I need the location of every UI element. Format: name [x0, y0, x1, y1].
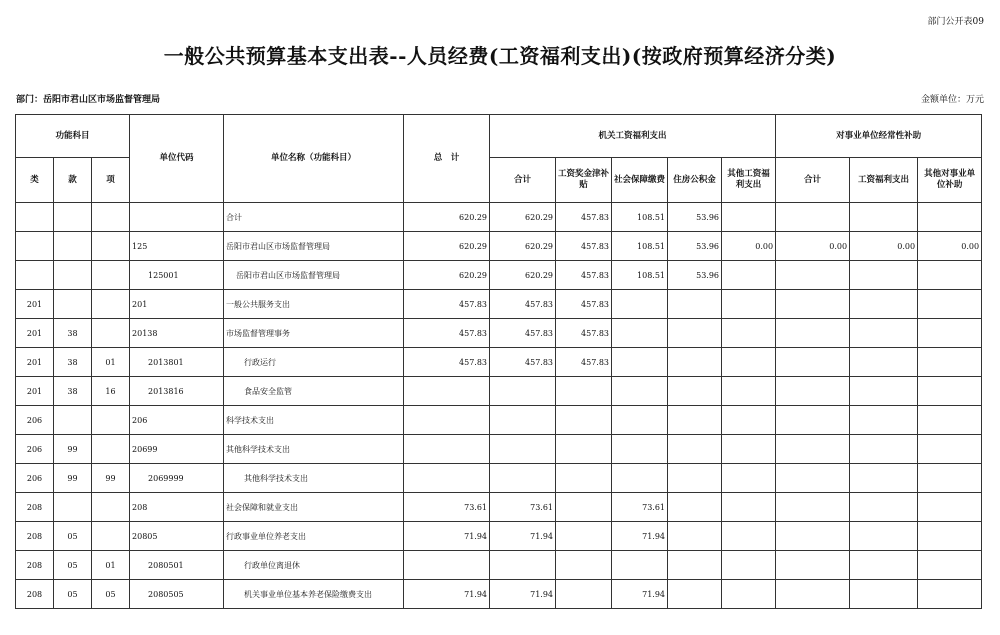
- table-row: [16, 551, 982, 580]
- cell-inst-wage: 0.00: [850, 232, 918, 261]
- cell-kuan: 99: [54, 464, 92, 493]
- cell-code: 208: [130, 493, 224, 522]
- header-total: 总 计: [404, 115, 490, 203]
- cell-kuan: [54, 203, 92, 232]
- header-unit-code: 单位代码: [130, 115, 224, 203]
- cell-housing-fund: [668, 377, 722, 406]
- cell-other-wage: [722, 377, 776, 406]
- cell-xiang: [92, 261, 130, 290]
- cell-housing-fund: 53.96: [668, 261, 722, 290]
- cell-total: 620.29: [404, 203, 490, 232]
- cell-other-wage: [722, 406, 776, 435]
- cell-social-security: [612, 348, 668, 377]
- table-row: [16, 377, 982, 406]
- cell-total: [404, 551, 490, 580]
- cell-kuan: 38: [54, 348, 92, 377]
- cell-xiang: 01: [92, 348, 130, 377]
- cell-subtotal: 457.83: [490, 319, 556, 348]
- cell-code: 20138: [130, 319, 224, 348]
- cell-code: 2069999: [130, 464, 224, 493]
- cell-xiang: [92, 232, 130, 261]
- cell-total: [404, 464, 490, 493]
- cell-inst-other: [918, 464, 982, 493]
- cell-housing-fund: [668, 290, 722, 319]
- cell-housing-fund: [668, 406, 722, 435]
- cell-inst-other: [918, 377, 982, 406]
- cell-subtotal: [490, 377, 556, 406]
- cell-name: 市场监督管理事务: [224, 319, 404, 348]
- cell-xiang: [92, 203, 130, 232]
- cell-lei: 208: [16, 551, 54, 580]
- cell-inst-wage: [850, 435, 918, 464]
- cell-name: 合计: [224, 203, 404, 232]
- cell-xiang: 99: [92, 464, 130, 493]
- cell-subtotal: 71.94: [490, 522, 556, 551]
- cell-code: 20805: [130, 522, 224, 551]
- header-inst-subtotal: 合计: [776, 158, 850, 203]
- cell-inst-subtotal: [776, 377, 850, 406]
- cell-lei: [16, 261, 54, 290]
- table-row: [16, 348, 982, 377]
- cell-inst-wage: [850, 522, 918, 551]
- table-row: [16, 464, 982, 493]
- cell-social-security: [612, 435, 668, 464]
- cell-other-wage: [722, 551, 776, 580]
- cell-subtotal: [490, 464, 556, 493]
- cell-name: 其他科学技术支出: [224, 435, 404, 464]
- table-row: [16, 406, 982, 435]
- cell-xiang: 01: [92, 551, 130, 580]
- table-row: [16, 290, 982, 319]
- cell-other-wage: 0.00: [722, 232, 776, 261]
- cell-housing-fund: [668, 435, 722, 464]
- cell-kuan: [54, 232, 92, 261]
- cell-subtotal: 457.83: [490, 348, 556, 377]
- cell-inst-other: [918, 522, 982, 551]
- cell-inst-other: [918, 580, 982, 609]
- cell-inst-subtotal: [776, 290, 850, 319]
- table-row: [16, 319, 982, 348]
- cell-wage-bonus: [556, 522, 612, 551]
- cell-wage-bonus: [556, 377, 612, 406]
- cell-inst-other: [918, 261, 982, 290]
- cell-inst-other: [918, 435, 982, 464]
- cell-lei: 201: [16, 348, 54, 377]
- cell-housing-fund: [668, 493, 722, 522]
- cell-social-security: [612, 319, 668, 348]
- cell-kuan: [54, 290, 92, 319]
- cell-subtotal: 73.61: [490, 493, 556, 522]
- cell-housing-fund: 53.96: [668, 232, 722, 261]
- cell-inst-other: [918, 551, 982, 580]
- cell-xiang: [92, 522, 130, 551]
- cell-inst-other: [918, 203, 982, 232]
- cell-subtotal: [490, 406, 556, 435]
- cell-name: 科学技术支出: [224, 406, 404, 435]
- cell-kuan: [54, 493, 92, 522]
- cell-other-wage: [722, 319, 776, 348]
- cell-lei: 208: [16, 580, 54, 609]
- header-inst-wage: 工资福利支出: [850, 158, 918, 203]
- cell-lei: 208: [16, 522, 54, 551]
- cell-lei: 206: [16, 406, 54, 435]
- cell-total: [404, 406, 490, 435]
- cell-housing-fund: [668, 319, 722, 348]
- cell-other-wage: [722, 203, 776, 232]
- cell-wage-bonus: 457.83: [556, 319, 612, 348]
- cell-subtotal: 620.29: [490, 203, 556, 232]
- cell-wage-bonus: 457.83: [556, 203, 612, 232]
- cell-housing-fund: [668, 464, 722, 493]
- cell-code: [130, 203, 224, 232]
- cell-name: 机关事业单位基本养老保险缴费支出: [224, 580, 404, 609]
- cell-social-security: 108.51: [612, 203, 668, 232]
- cell-total: 457.83: [404, 290, 490, 319]
- cell-inst-subtotal: [776, 435, 850, 464]
- cell-social-security: 71.94: [612, 580, 668, 609]
- cell-subtotal: [490, 551, 556, 580]
- header-wage-bonus: 工资奖金津补贴: [556, 158, 612, 203]
- cell-inst-subtotal: [776, 261, 850, 290]
- table-row: [16, 522, 982, 551]
- cell-code: 2013816: [130, 377, 224, 406]
- amount-unit-label: 金额单位：万元: [920, 95, 984, 105]
- cell-social-security: 71.94: [612, 522, 668, 551]
- cell-inst-wage: [850, 319, 918, 348]
- cell-code: 201: [130, 290, 224, 319]
- cell-subtotal: 71.94: [490, 580, 556, 609]
- table-row: [16, 232, 982, 261]
- cell-subtotal: 620.29: [490, 232, 556, 261]
- cell-inst-wage: [850, 261, 918, 290]
- header-xiang: 项: [92, 158, 130, 203]
- cell-wage-bonus: [556, 493, 612, 522]
- cell-social-security: 108.51: [612, 261, 668, 290]
- cell-name: 行政事业单位养老支出: [224, 522, 404, 551]
- cell-inst-subtotal: 0.00: [776, 232, 850, 261]
- cell-xiang: [92, 493, 130, 522]
- cell-name: 食品安全监管: [224, 377, 404, 406]
- cell-inst-wage: [850, 464, 918, 493]
- cell-wage-bonus: 457.83: [556, 261, 612, 290]
- cell-inst-wage: [850, 348, 918, 377]
- cell-wage-bonus: [556, 551, 612, 580]
- cell-social-security: 108.51: [612, 232, 668, 261]
- cell-code: 125001: [130, 261, 224, 290]
- cell-wage-bonus: [556, 580, 612, 609]
- cell-inst-subtotal: [776, 203, 850, 232]
- header-social-security: 社会保障缴费: [612, 158, 668, 203]
- header-inst-subsidy: 对事业单位经常性补助: [776, 115, 982, 158]
- cell-inst-other: [918, 493, 982, 522]
- cell-inst-wage: [850, 580, 918, 609]
- cell-inst-subtotal: [776, 580, 850, 609]
- table-row: [16, 493, 982, 522]
- cell-name: 行政运行: [224, 348, 404, 377]
- cell-housing-fund: [668, 522, 722, 551]
- cell-name: 岳阳市君山区市场监督管理局: [224, 232, 404, 261]
- cell-xiang: [92, 319, 130, 348]
- cell-xiang: [92, 435, 130, 464]
- cell-kuan: 38: [54, 377, 92, 406]
- header-kuan: 款: [54, 158, 92, 203]
- header-unit-name: 单位名称（功能科目）: [224, 115, 404, 203]
- cell-housing-fund: [668, 580, 722, 609]
- cell-other-wage: [722, 435, 776, 464]
- cell-lei: 201: [16, 290, 54, 319]
- cell-inst-subtotal: [776, 551, 850, 580]
- cell-wage-bonus: [556, 406, 612, 435]
- cell-code: 206: [130, 406, 224, 435]
- cell-wage-bonus: 457.83: [556, 348, 612, 377]
- department-label: 部门：岳阳市君山区市场监督管理局: [16, 95, 161, 105]
- cell-total: [404, 377, 490, 406]
- cell-kuan: 05: [54, 522, 92, 551]
- cell-other-wage: [722, 522, 776, 551]
- table-row: [16, 203, 982, 232]
- header-other-wage: 其他工资福利支出: [722, 158, 776, 203]
- cell-other-wage: [722, 261, 776, 290]
- cell-name: 社会保障和就业支出: [224, 493, 404, 522]
- cell-total: 73.61: [404, 493, 490, 522]
- cell-social-security: [612, 551, 668, 580]
- cell-housing-fund: [668, 551, 722, 580]
- cell-name: 岳阳市君山区市场监督管理局: [224, 261, 404, 290]
- cell-wage-bonus: [556, 435, 612, 464]
- cell-inst-subtotal: [776, 319, 850, 348]
- cell-xiang: 05: [92, 580, 130, 609]
- cell-wage-bonus: [556, 464, 612, 493]
- cell-subtotal: 457.83: [490, 290, 556, 319]
- cell-kuan: 05: [54, 580, 92, 609]
- cell-social-security: [612, 290, 668, 319]
- cell-lei: 206: [16, 464, 54, 493]
- header-subtotal: 合计: [490, 158, 556, 203]
- cell-inst-wage: [850, 203, 918, 232]
- form-number: 部门公开表09: [927, 17, 984, 27]
- cell-code: 125: [130, 232, 224, 261]
- cell-kuan: [54, 406, 92, 435]
- cell-name: 行政单位离退休: [224, 551, 404, 580]
- cell-name: 一般公共服务支出: [224, 290, 404, 319]
- cell-inst-wage: [850, 377, 918, 406]
- table-row: [16, 435, 982, 464]
- cell-subtotal: [490, 435, 556, 464]
- cell-inst-wage: [850, 406, 918, 435]
- cell-lei: 201: [16, 319, 54, 348]
- cell-other-wage: [722, 348, 776, 377]
- header-lei: 类: [16, 158, 54, 203]
- cell-social-security: [612, 406, 668, 435]
- cell-wage-bonus: 457.83: [556, 232, 612, 261]
- cell-housing-fund: 53.96: [668, 203, 722, 232]
- budget-table: [15, 114, 982, 609]
- cell-total: 620.29: [404, 232, 490, 261]
- cell-other-wage: [722, 580, 776, 609]
- header-housing-fund: 住房公积金: [668, 158, 722, 203]
- header-inst-other: 其他对事业单位补助: [918, 158, 982, 203]
- cell-lei: 206: [16, 435, 54, 464]
- cell-total: 71.94: [404, 580, 490, 609]
- cell-inst-subtotal: [776, 522, 850, 551]
- cell-code: 20699: [130, 435, 224, 464]
- cell-social-security: 73.61: [612, 493, 668, 522]
- cell-inst-other: 0.00: [918, 232, 982, 261]
- cell-kuan: 05: [54, 551, 92, 580]
- cell-lei: 201: [16, 377, 54, 406]
- cell-inst-subtotal: [776, 464, 850, 493]
- cell-inst-subtotal: [776, 406, 850, 435]
- cell-total: 620.29: [404, 261, 490, 290]
- cell-other-wage: [722, 290, 776, 319]
- cell-code: 2013801: [130, 348, 224, 377]
- page-title: 一般公共预算基本支出表--人员经费(工资福利支出)(按政府预算经济分类): [163, 44, 837, 68]
- cell-kuan: 38: [54, 319, 92, 348]
- cell-total: 71.94: [404, 522, 490, 551]
- cell-other-wage: [722, 464, 776, 493]
- table-row: [16, 261, 982, 290]
- header-org-welfare: 机关工资福利支出: [490, 115, 776, 158]
- cell-other-wage: [722, 493, 776, 522]
- cell-inst-other: [918, 290, 982, 319]
- table-row: [16, 580, 982, 609]
- cell-lei: [16, 232, 54, 261]
- cell-code: 2080501: [130, 551, 224, 580]
- cell-total: 457.83: [404, 348, 490, 377]
- cell-wage-bonus: 457.83: [556, 290, 612, 319]
- header-func-subject: 功能科目: [16, 115, 130, 158]
- cell-xiang: 16: [92, 377, 130, 406]
- cell-inst-other: [918, 406, 982, 435]
- cell-xiang: [92, 406, 130, 435]
- cell-kuan: [54, 261, 92, 290]
- cell-social-security: [612, 377, 668, 406]
- cell-inst-subtotal: [776, 348, 850, 377]
- cell-inst-subtotal: [776, 493, 850, 522]
- cell-name: 其他科学技术支出: [224, 464, 404, 493]
- cell-total: 457.83: [404, 319, 490, 348]
- cell-social-security: [612, 464, 668, 493]
- cell-subtotal: 620.29: [490, 261, 556, 290]
- cell-housing-fund: [668, 348, 722, 377]
- cell-inst-other: [918, 319, 982, 348]
- cell-kuan: 99: [54, 435, 92, 464]
- cell-total: [404, 435, 490, 464]
- cell-inst-wage: [850, 551, 918, 580]
- cell-inst-wage: [850, 493, 918, 522]
- cell-xiang: [92, 290, 130, 319]
- cell-code: 2080505: [130, 580, 224, 609]
- cell-inst-other: [918, 348, 982, 377]
- cell-lei: [16, 203, 54, 232]
- cell-lei: 208: [16, 493, 54, 522]
- cell-inst-wage: [850, 290, 918, 319]
